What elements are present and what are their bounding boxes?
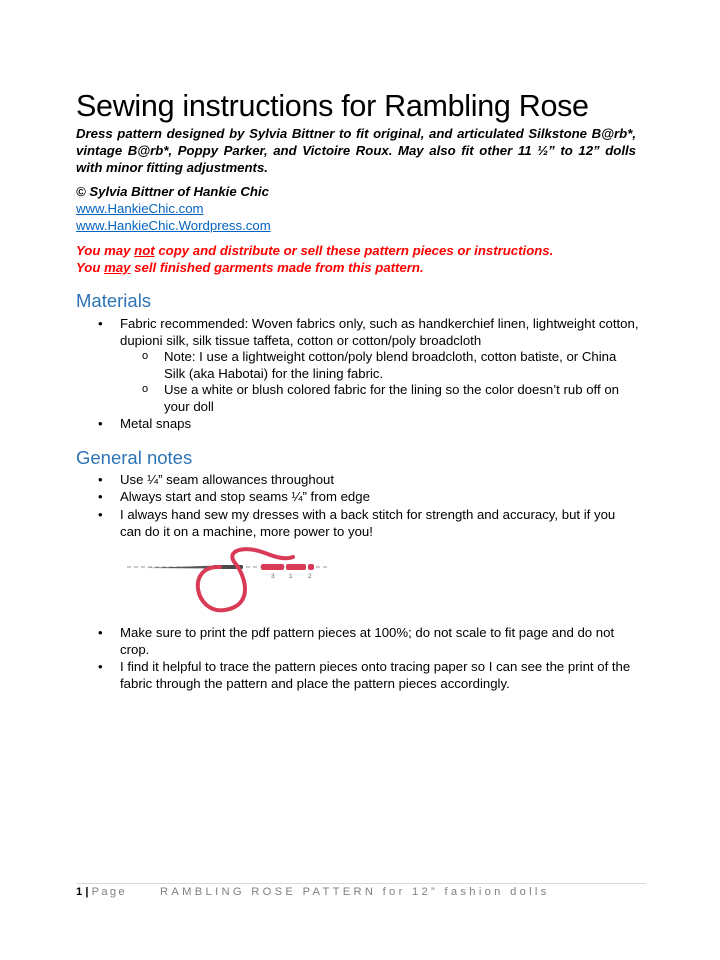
warning-line-2: You may sell finished garments made from this pattern. bbox=[76, 260, 424, 275]
footer-separator: | bbox=[85, 886, 89, 898]
back-stitch-diagram bbox=[125, 545, 340, 617]
page-footer bbox=[76, 885, 550, 900]
bullet: • bbox=[98, 472, 103, 487]
bullet: • bbox=[98, 489, 103, 504]
page-word: Page bbox=[91, 886, 127, 898]
stitch-mark bbox=[261, 564, 284, 570]
thread bbox=[198, 549, 293, 610]
materials-subitem: Use a white or blush colored fabric for the lining so the color doesn’t rub off on your doll bbox=[164, 382, 619, 414]
materials-item: Fabric recommended: Woven fabrics only, such as handkerchief linen, lightweight cotton, dupioni silk, silk tissue taffeta, cotton or cotton/poly broadcloth bbox=[120, 316, 639, 348]
notes-item: I find it helpful to trace the pattern pieces onto tracing paper so I can see the print of the fabric through the pattern and place the pattern pieces accordingly. bbox=[120, 659, 631, 691]
sub-bullet: o bbox=[142, 350, 149, 362]
bullet: • bbox=[98, 416, 103, 431]
stitch-label: 3 bbox=[271, 573, 275, 580]
warning-line-1: You may not copy and distribute or sell these pattern pieces or instructions. bbox=[76, 243, 554, 258]
link-hankiechic-wordpress[interactable]: www.HankieChic.Wordpress.com bbox=[76, 218, 271, 233]
page-number: 1 bbox=[76, 886, 83, 898]
stitch-mark bbox=[286, 564, 306, 570]
notes-item: Make sure to print the pdf pattern pieces at 100%; do not scale to fit page and do not crop. bbox=[120, 625, 615, 657]
general-notes-heading: General notes bbox=[76, 447, 193, 468]
bullet: • bbox=[98, 316, 103, 331]
footer-doc-title: RAMBLING ROSE PATTERN for 12” fashion dolls bbox=[160, 886, 550, 898]
bullet: • bbox=[98, 507, 103, 522]
materials-heading: Materials bbox=[76, 290, 152, 311]
notes-item: Always start and stop seams ¼” from edge bbox=[120, 489, 370, 504]
bullet: • bbox=[98, 625, 103, 640]
sub-bullet: o bbox=[142, 383, 149, 395]
stitch-label: 1 bbox=[289, 573, 293, 580]
materials-item: Metal snaps bbox=[120, 416, 192, 431]
bullet: • bbox=[98, 659, 103, 674]
page-title: Sewing instructions for Rambling Rose bbox=[76, 89, 589, 123]
copyright: © Sylvia Bittner of Hankie Chic bbox=[76, 184, 269, 199]
warning-emphasis-not: not bbox=[134, 243, 155, 258]
warning-emphasis-may: may bbox=[104, 260, 131, 275]
link-hankiechic[interactable]: www.HankieChic.com bbox=[76, 201, 204, 216]
materials-subitem: Note: I use a lightweight cotton/poly blend broadcloth, cotton batiste, or China Silk (aka Habotai) for the lining fabric. bbox=[164, 349, 617, 381]
subtitle: Dress pattern designed by Sylvia Bittner to fit original, and articulated Silkstone B@rb*, vintage B@rb*, Poppy Parker, and Victoire Roux. May also fit other 11 ½” to 12” dolls with minor fitting adjustments. bbox=[76, 126, 636, 175]
notes-item: I always hand sew my dresses with a back stitch for strength and accuracy, but if you can do it on a machine, more power to you! bbox=[120, 507, 616, 539]
notes-item: Use ¼” seam allowances throughout bbox=[120, 472, 335, 487]
footer-divider bbox=[76, 883, 646, 884]
stitch-label: 2 bbox=[308, 573, 312, 580]
stitch-mark bbox=[308, 564, 314, 570]
